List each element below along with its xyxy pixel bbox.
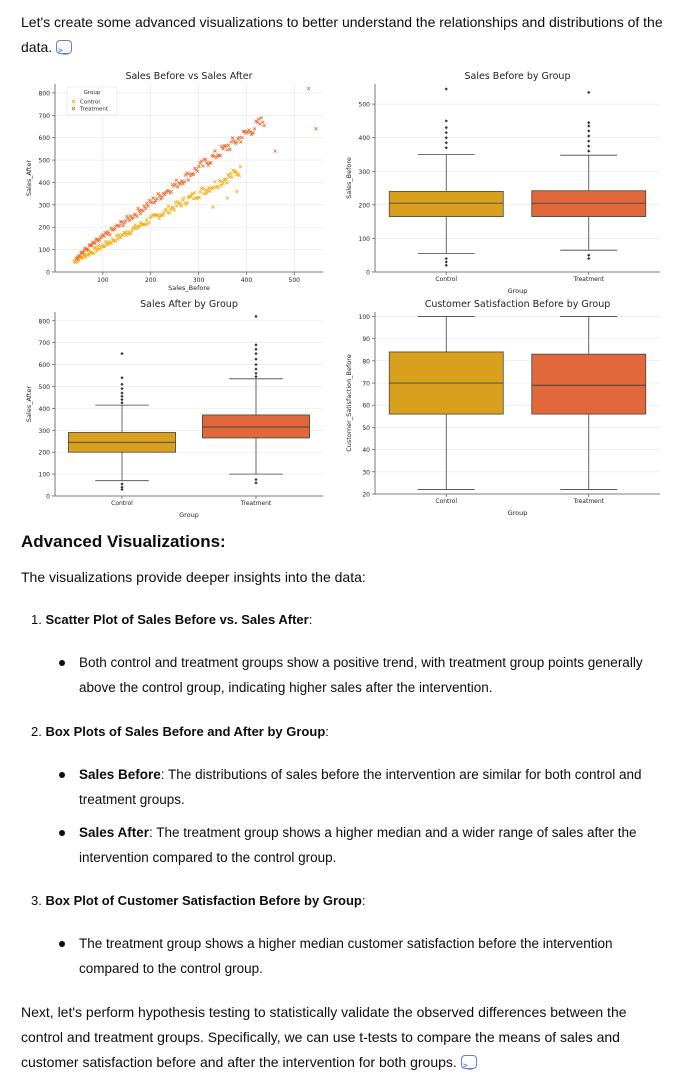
scatter-point <box>201 165 204 168</box>
outlier-point <box>254 343 257 346</box>
scatter-point <box>213 150 216 153</box>
scatter-point <box>155 197 158 200</box>
outlier-point <box>120 376 123 379</box>
outlier-point <box>587 150 590 153</box>
outlier-point <box>120 352 123 355</box>
y-tick-label: 200 <box>38 224 50 232</box>
outlier-point <box>445 141 448 144</box>
y-tick-label: 400 <box>38 405 50 413</box>
scatter-point <box>175 179 178 182</box>
y-tick-label: 500 <box>38 383 50 391</box>
scatter-point <box>165 208 168 211</box>
outlier-point <box>120 395 123 398</box>
y-tick-label: 200 <box>38 449 50 457</box>
x-tick-label: 200 <box>144 277 157 284</box>
outlier-point <box>254 481 257 484</box>
y-tick-label: 400 <box>358 135 370 143</box>
outlier-point <box>254 315 257 318</box>
outlier-point <box>587 129 590 132</box>
outlier-point <box>445 257 448 260</box>
bullet-icon <box>59 660 65 666</box>
scatter-point <box>199 191 202 194</box>
x-tick-label: Control <box>435 498 458 505</box>
x-tick-label: 100 <box>97 277 109 284</box>
scatter-point <box>239 165 242 168</box>
y-tick-label: 50 <box>362 424 370 432</box>
scatter-point <box>124 220 127 223</box>
x-tick-label: 400 <box>240 277 253 284</box>
scatter-point <box>176 185 179 188</box>
list-item-3 <box>31 888 365 913</box>
outlier-point <box>445 264 448 267</box>
x-axis-label: Group <box>507 509 528 517</box>
x-axis-label: Group <box>179 511 199 519</box>
outlier-point <box>254 367 257 370</box>
chart-title: Sales Before vs Sales After <box>125 71 253 82</box>
outro-paragraph <box>21 1000 666 1075</box>
chart-title: Sales After by Group <box>140 299 238 310</box>
outlier-point <box>120 391 123 394</box>
scatter-point <box>204 188 207 191</box>
y-tick-label: 0 <box>46 269 50 277</box>
outlier-point <box>254 357 257 360</box>
scatter-point <box>226 148 229 151</box>
code-output-icon[interactable] <box>56 40 72 54</box>
x-tick-label: Control <box>111 500 133 507</box>
scatter-point <box>274 150 277 153</box>
outlier-point <box>587 134 590 137</box>
visualization-figure <box>20 62 666 522</box>
scatter-point <box>167 205 170 208</box>
outlier-point <box>587 91 590 94</box>
y-tick-label: 100 <box>38 471 50 479</box>
section-heading: Advanced Visualizations: <box>21 532 226 551</box>
scatter-point <box>225 181 228 184</box>
y-tick-label: 300 <box>358 168 370 176</box>
x-tick-label: Treatment <box>573 276 605 283</box>
outlier-point <box>587 139 590 142</box>
legend-entry: Control <box>80 99 100 106</box>
bullet-bold: Sales After <box>79 825 150 840</box>
y-tick-label: 40 <box>362 447 370 455</box>
list-item-suffix: : <box>361 893 366 908</box>
outlier-point <box>120 398 123 401</box>
x-tick-label: Control <box>435 276 458 283</box>
scatter-point <box>259 123 262 126</box>
y-tick-label: 500 <box>358 101 370 109</box>
bullet-item <box>79 931 659 981</box>
x-tick-label: Treatment <box>573 498 605 505</box>
scatter-point <box>307 87 310 90</box>
list-item-suffix: : <box>308 612 313 627</box>
list-item-title: Scatter Plot of Sales Before vs. Sales After <box>45 612 309 627</box>
scatter-point <box>252 131 255 134</box>
scatter-point <box>239 140 242 143</box>
scatter-point <box>213 180 216 183</box>
scatter-point <box>108 233 111 236</box>
y-tick-label: 700 <box>38 112 50 120</box>
outlier-point <box>587 254 590 257</box>
outlier-point <box>445 131 448 134</box>
y-tick-label: 60 <box>362 402 370 410</box>
outlier-point <box>445 136 448 139</box>
y-tick-label: 600 <box>38 362 50 370</box>
y-tick-label: 0 <box>366 269 370 277</box>
outlier-point <box>120 383 123 386</box>
list-item-1 <box>31 607 312 632</box>
chart-panel-1 <box>25 71 323 292</box>
bullet-text: : The treatment group shows a higher median and a wider range of sales after the intervention compared to the control group. <box>79 825 637 865</box>
scatter-point <box>261 121 264 124</box>
outlier-point <box>587 121 590 124</box>
list-number: 3. <box>31 893 42 908</box>
chart-panel-4 <box>345 299 660 517</box>
lead-paragraph: The visualizations provide deeper insights into the data: <box>21 569 366 585</box>
scatter-point <box>228 148 231 151</box>
y-tick-label: 200 <box>358 202 370 210</box>
box-treatment <box>532 354 646 414</box>
list-number: 2. <box>31 724 42 739</box>
outlier-point <box>445 87 448 90</box>
y-tick-label: 300 <box>38 427 50 435</box>
legend-entry: Treatment <box>80 106 108 113</box>
scatter-point <box>182 197 185 200</box>
chart-panel-2 <box>345 71 660 295</box>
y-tick-label: 400 <box>38 179 50 187</box>
scatter-point <box>208 190 211 193</box>
outlier-point <box>120 401 123 404</box>
y-tick-label: 20 <box>362 491 370 499</box>
bullet-item <box>79 650 659 700</box>
x-axis-label: Group <box>507 287 528 295</box>
list-item-2 <box>31 719 329 744</box>
bullet-icon <box>59 941 65 947</box>
y-tick-label: 90 <box>362 336 370 344</box>
outlier-point <box>587 257 590 260</box>
y-axis-label: Sales_Before <box>345 157 353 199</box>
y-tick-label: 600 <box>38 135 50 143</box>
intro-paragraph <box>21 10 666 60</box>
y-axis-label: Customer_Satisfaction_Before <box>345 354 353 452</box>
outlier-point <box>254 372 257 375</box>
list-item-title: Box Plots of Sales Before and After by Group <box>45 724 326 739</box>
y-tick-label: 500 <box>38 157 50 165</box>
scatter-point <box>211 206 214 209</box>
y-tick-label: 800 <box>38 90 50 98</box>
outlier-point <box>254 375 257 378</box>
scatter-point <box>230 175 233 178</box>
bullet-item <box>79 762 659 812</box>
y-tick-label: 700 <box>38 340 50 348</box>
outlier-point <box>120 387 123 390</box>
chart-title: Sales Before by Group <box>464 71 571 82</box>
scatter-point <box>147 221 150 224</box>
bullet-text: Both control and treatment groups show a positive trend, with treatment group points generally above the control group, indicating higher sales after the intervention. <box>79 655 643 695</box>
scatter-point <box>170 190 173 193</box>
x-tick-label: Treatment <box>240 500 272 507</box>
outro-text: Next, let's perform hypothesis testing to statistically validate the observed differences between the control and treatment groups. Specifically, we can use t-tests to compare the means of sales and customer satisfaction before and after the intervention for both groups. <box>21 1004 627 1070</box>
list-item-suffix: : <box>325 724 329 739</box>
outlier-point <box>445 146 448 149</box>
outlier-point <box>120 486 123 489</box>
y-tick-label: 300 <box>38 202 50 210</box>
chart-title: Customer Satisfaction Before by Group <box>424 299 611 310</box>
outlier-point <box>120 482 123 485</box>
intro-text: Let's create some advanced visualizations to better understand the relationships and distributions of the data. <box>21 14 663 55</box>
bullet-text: : The distributions of sales before the intervention are similar for both control and treatment groups. <box>79 767 642 807</box>
outlier-point <box>254 352 257 355</box>
outlier-point <box>587 124 590 127</box>
box-control <box>389 191 503 216</box>
y-tick-label: 100 <box>358 313 370 321</box>
bullet-item <box>79 820 659 870</box>
y-tick-label: 100 <box>38 247 50 255</box>
legend-title: Group <box>83 90 101 96</box>
bullet-icon <box>59 772 65 778</box>
x-axis-label: Sales_Before <box>168 284 210 292</box>
box-treatment <box>532 191 646 217</box>
y-tick-label: 70 <box>362 380 370 388</box>
box-treatment <box>202 415 309 438</box>
scatter-point <box>227 144 230 147</box>
scatter-point <box>113 228 116 231</box>
chart-panel-3 <box>25 299 323 519</box>
outlier-point <box>254 478 257 481</box>
y-tick-label: 0 <box>46 493 50 501</box>
bullet-text: The treatment group shows a higher median customer satisfaction before the intervention compared to the control group. <box>79 936 613 976</box>
y-axis-label: Sales_After <box>25 385 33 423</box>
x-tick-label: 500 <box>288 277 301 284</box>
bullet-bold: Sales Before <box>79 767 161 782</box>
outlier-point <box>587 145 590 148</box>
outlier-point <box>254 348 257 351</box>
scatter-point <box>192 197 195 200</box>
list-item-title: Box Plot of Customer Satisfaction Before by Group <box>45 893 362 908</box>
y-tick-label: 100 <box>358 235 370 243</box>
y-tick-label: 800 <box>38 318 50 326</box>
scatter-point <box>131 216 134 219</box>
y-axis-label: Sales_After <box>25 159 33 197</box>
scatter-point <box>263 124 266 127</box>
scatter-point <box>230 140 233 143</box>
scatter-point <box>314 127 317 130</box>
scatter-point <box>122 224 125 227</box>
outlier-point <box>254 363 257 366</box>
scatter-point <box>197 165 200 168</box>
x-tick-label: 300 <box>192 277 205 284</box>
code-output-icon[interactable] <box>461 1055 477 1069</box>
scatter-point <box>161 196 164 199</box>
y-tick-label: 80 <box>362 358 370 366</box>
scatter-point <box>135 215 138 218</box>
list-number: 1. <box>31 612 42 627</box>
y-tick-label: 30 <box>362 469 370 477</box>
scatter-point <box>253 127 256 130</box>
outlier-point <box>445 126 448 129</box>
scatter-point <box>256 121 259 124</box>
scatter-point <box>235 190 238 193</box>
outlier-point <box>445 260 448 263</box>
scatter-point <box>158 217 161 220</box>
bullet-icon <box>59 830 65 836</box>
outlier-point <box>445 119 448 122</box>
scatter-point <box>187 178 190 181</box>
scatter-point <box>226 197 229 200</box>
